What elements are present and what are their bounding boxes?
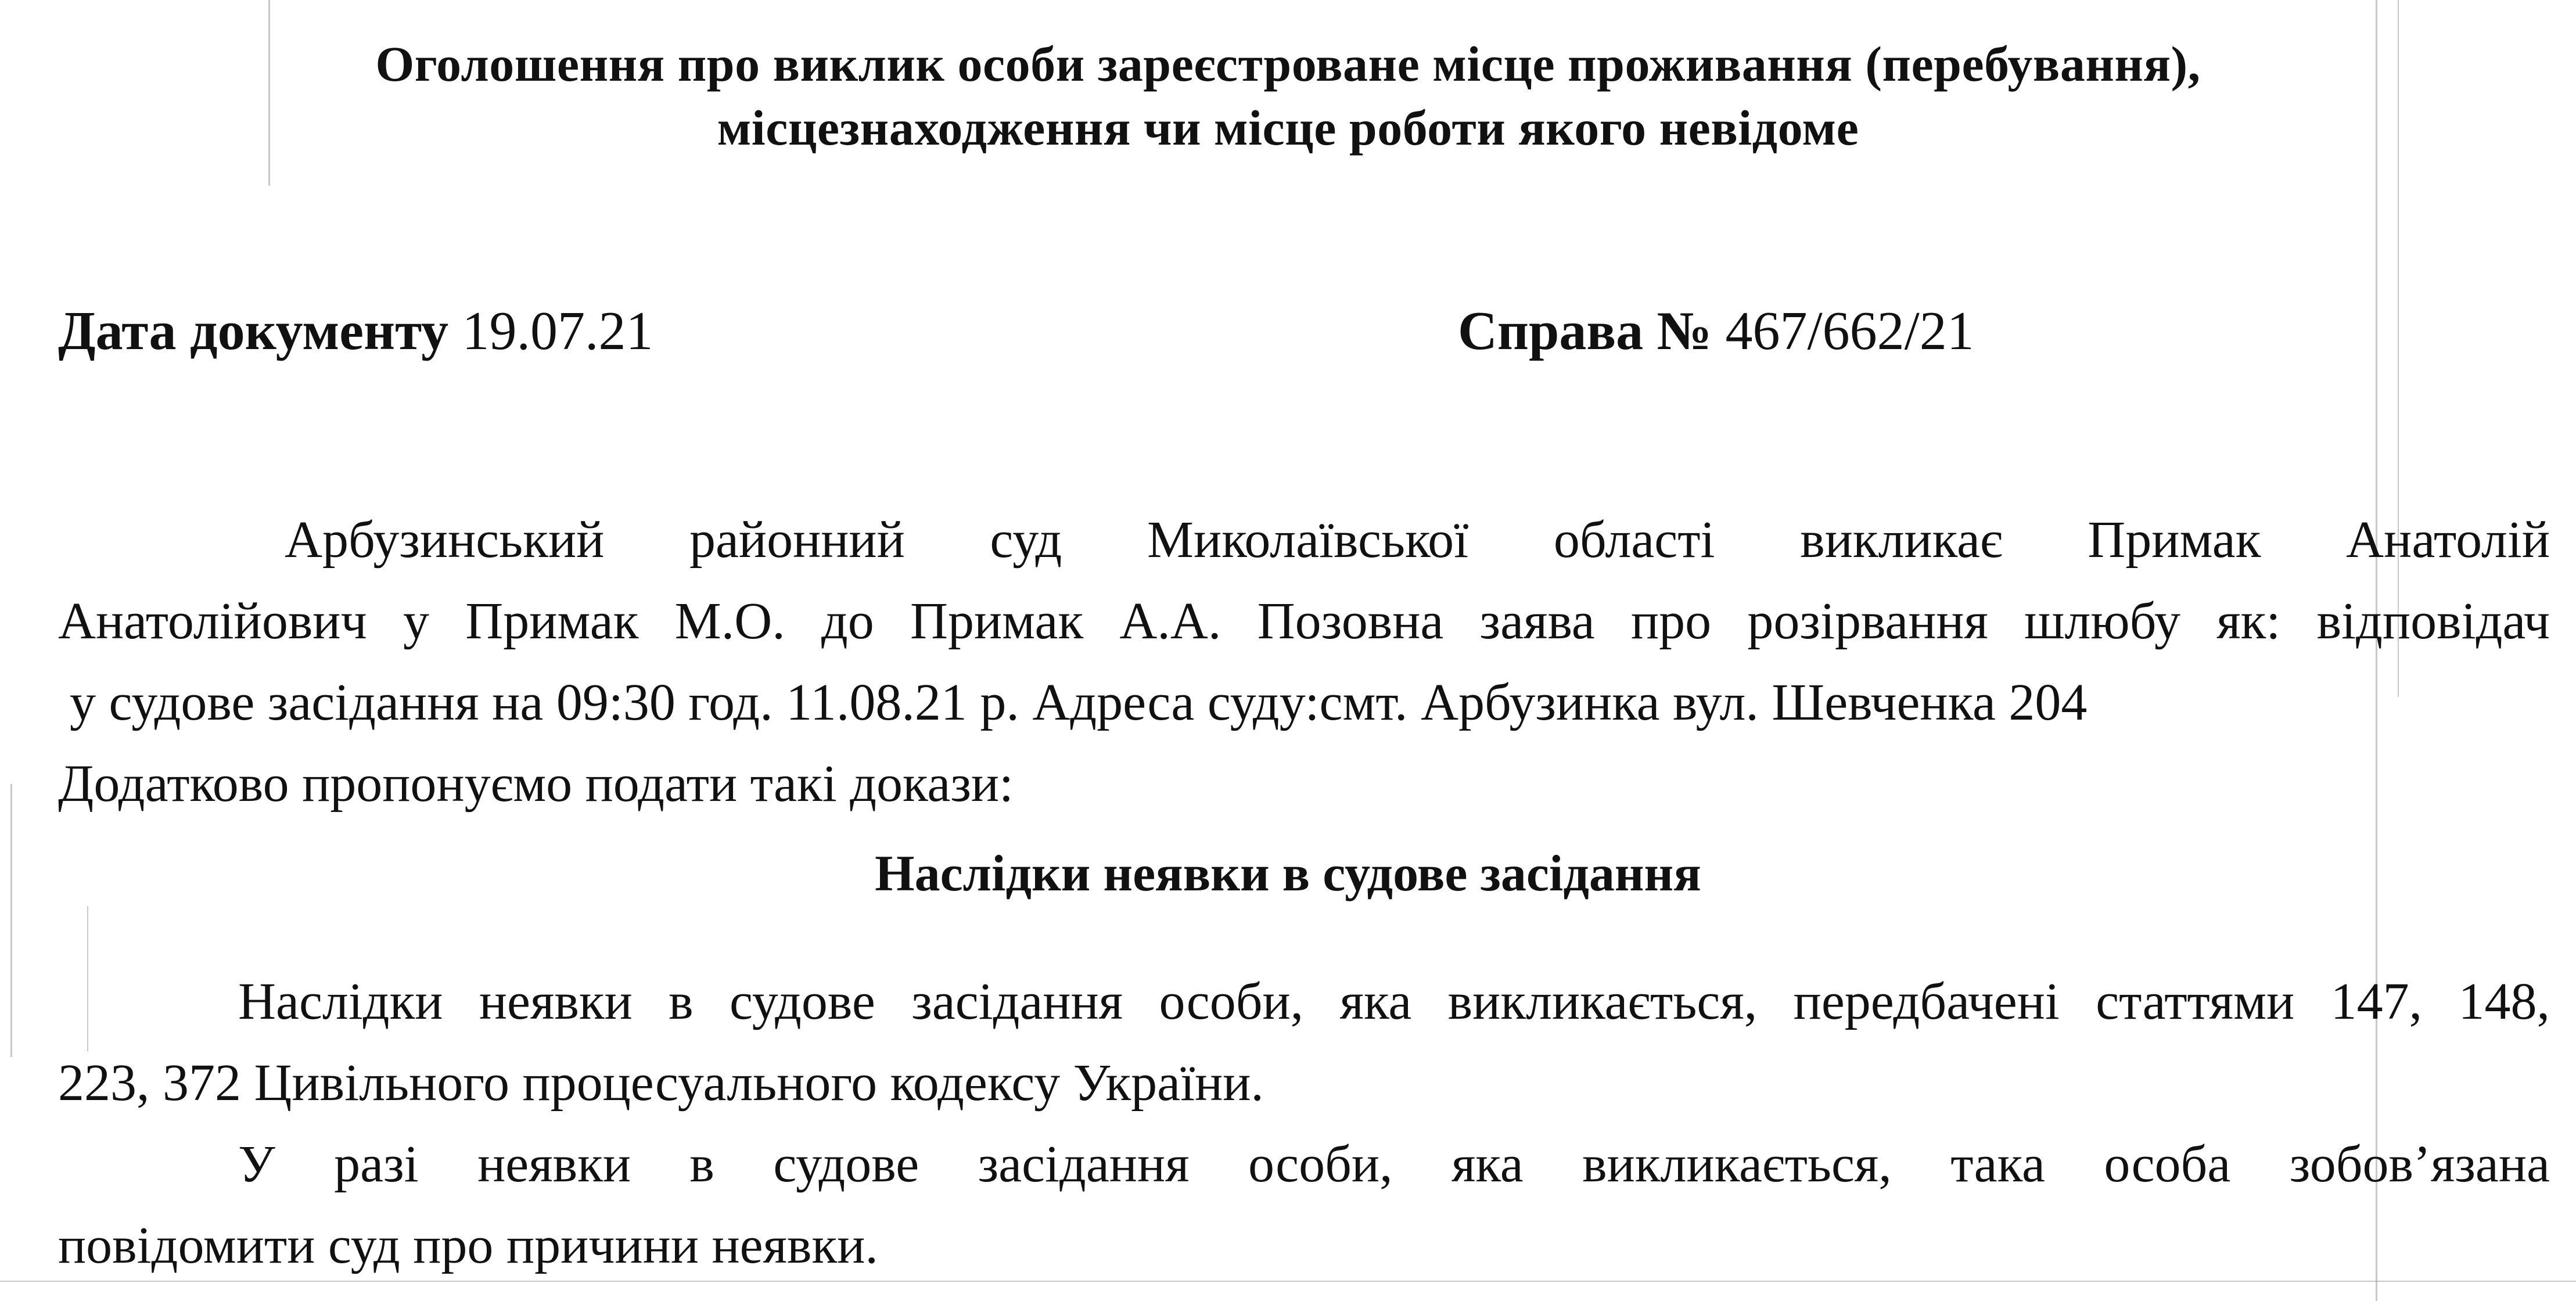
summons-line: Арбузинський районний суд Миколаївської області викликає Примак Анатолій xyxy=(285,511,2550,569)
consequences-line: 223, 372 Цивільного процесуального кодексу України. xyxy=(58,1054,1264,1112)
document-date-label: Дата документу xyxy=(58,301,449,361)
consequences-line: Наслідки неявки в судове засідання особи, яка викликається, передбачені статтями 147, 148, xyxy=(238,973,2550,1030)
case-number-value: 467/662/21 xyxy=(1725,301,1974,361)
scan-artifact-line xyxy=(10,784,12,1057)
consequences-line: У разі неявки в судове засідання особи, яка викликається, така особа зобов’язана xyxy=(238,1135,2550,1193)
summons-line: Анатолійович у Примак М.О. до Примак А.А. Позовна заява про розірвання шлюбу як: відповідач xyxy=(58,592,2550,650)
case-number-label: Справа № xyxy=(1458,301,1712,361)
document-date xyxy=(58,290,653,372)
document-title-line-2: місцезнаходження чи місце роботи якого невідоме xyxy=(717,100,1859,156)
summons-paragraph xyxy=(58,499,2550,825)
consequences-heading: Наслідки неявки в судове засідання xyxy=(875,846,1701,902)
case-number xyxy=(1458,290,1974,372)
document-title-line-1: Оголошення про виклик особи зареєстроване місце проживання (перебування), xyxy=(375,36,2201,92)
summons-line: у судове засідання на 09:30 год. 11.08.21 р. Адреса суду:смт. Арбузинка вул. Шевченка 204 xyxy=(70,674,2088,731)
document-date-value: 19.07.21 xyxy=(462,301,653,361)
consequences-paragraph xyxy=(58,961,2550,1286)
consequences-line: повідомити суд про причини неявки. xyxy=(58,1217,878,1274)
summons-line: Додатково пропонуємо подати такі докази: xyxy=(58,755,1014,813)
